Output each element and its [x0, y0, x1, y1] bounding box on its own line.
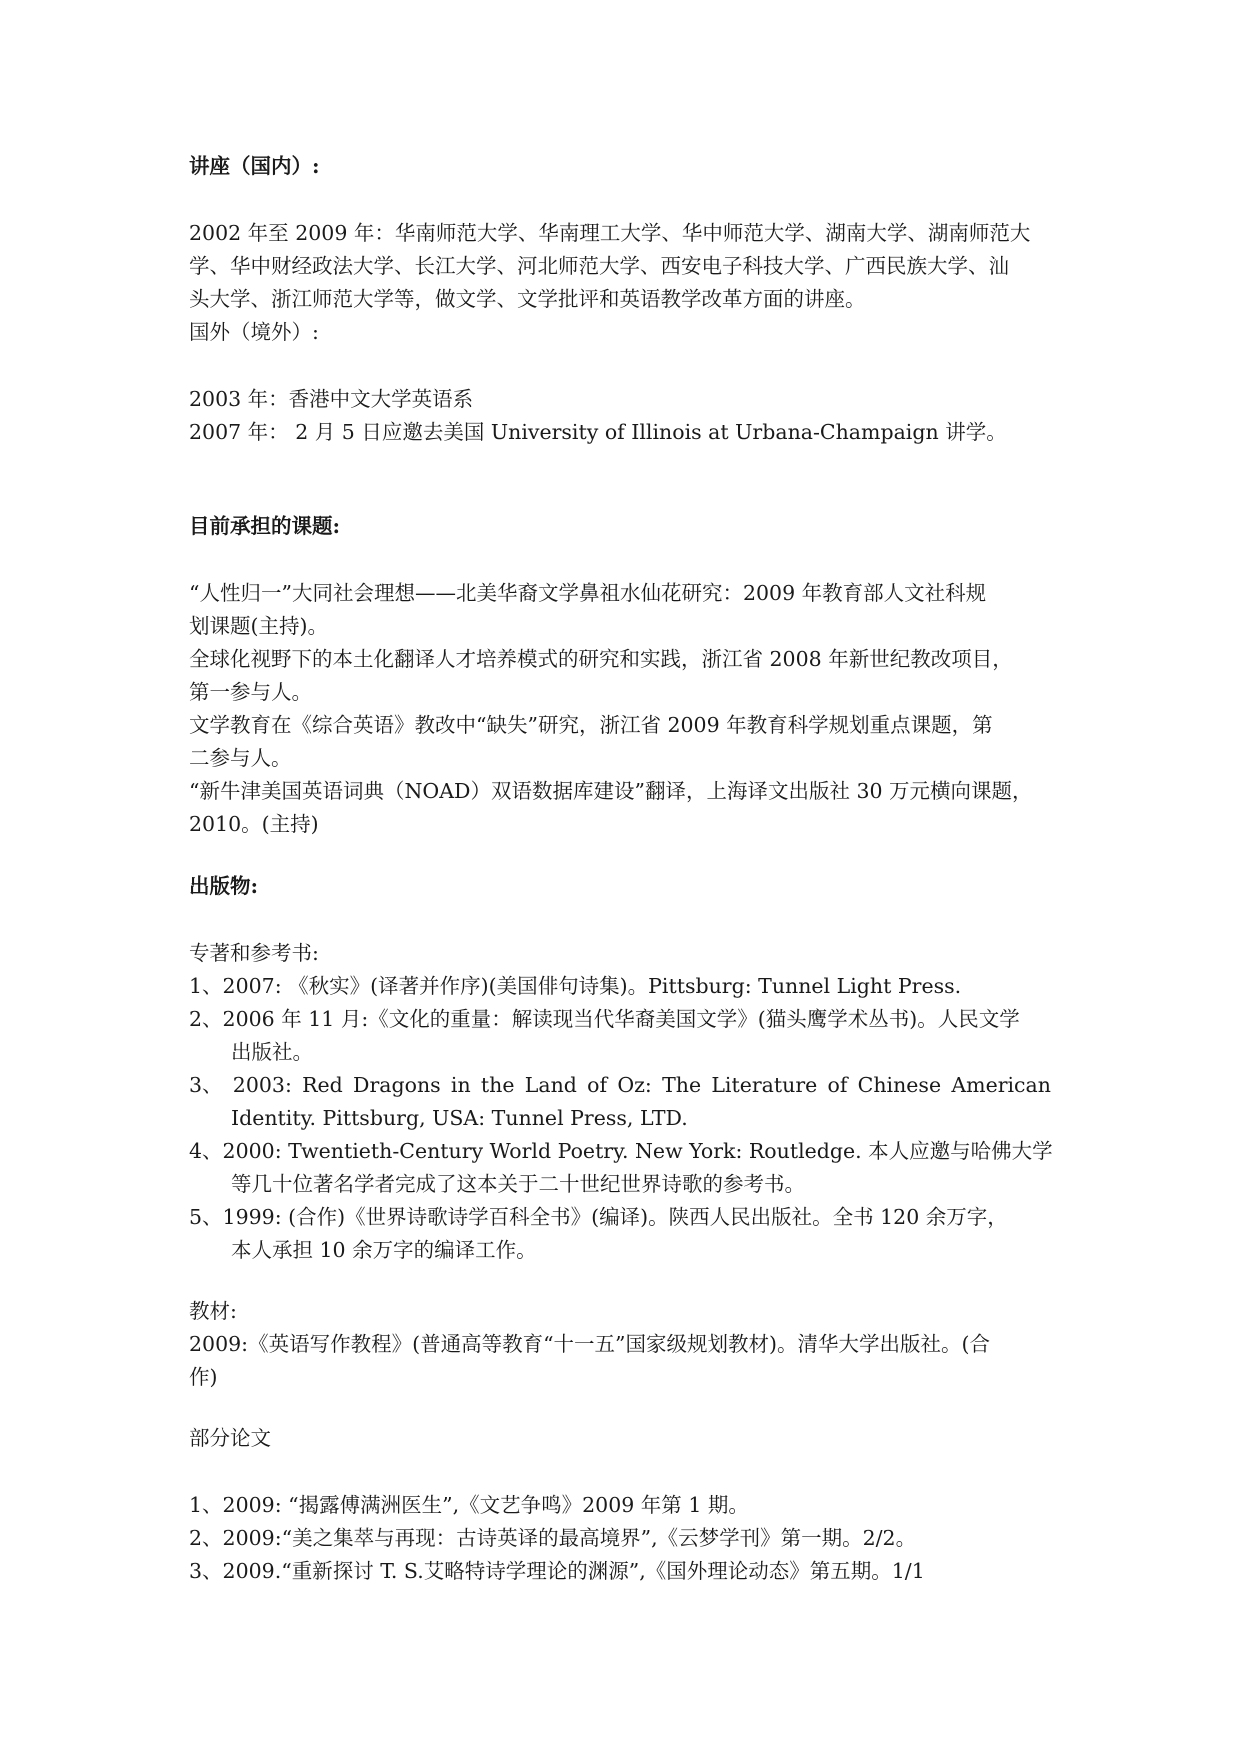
- foreign-lectures-heading: 国外（境外）:: [189, 320, 319, 344]
- justified-word: 2003:: [232, 1073, 292, 1097]
- monograph-line: 2、2006 年 11 月:《文化的重量：解读现当代华裔美国文学》(猫头鹰学术丛书)。人民文学: [189, 1007, 1020, 1031]
- monograph-line: 5、1999: (合作)《世界诗歌诗学百科全书》(编译)。陕西人民出版社。全书 120 余万字，: [189, 1205, 1008, 1229]
- projects-heading: 目前承担的课题:: [189, 514, 341, 538]
- paper-line: 1、2009: “揭露傅满洲医生”,《文艺争鸣》2009 年第 1 期。: [189, 1493, 749, 1517]
- papers-heading: 部分论文: [189, 1426, 271, 1450]
- publications-heading: 出版物:: [189, 874, 259, 898]
- domestic-lecture-line: 2002 年至 2009 年：华南师范大学、华南理工大学、华中师范大学、湖南大学、湖南师范大: [189, 221, 1031, 245]
- textbook-line: 作): [189, 1365, 218, 1389]
- lectures-heading: 讲座（国内）:: [189, 154, 320, 178]
- monograph-line-continued: 出版社。: [231, 1040, 313, 1064]
- justified-word: Red: [302, 1073, 343, 1097]
- justified-word: of: [827, 1073, 848, 1097]
- justified-word: Literature: [711, 1073, 818, 1097]
- justified-word: Chinese: [857, 1073, 942, 1097]
- justified-word: The: [662, 1073, 702, 1097]
- justified-word: Land: [524, 1073, 577, 1097]
- monograph-line-continued: 本人承担 10 余万字的编译工作。: [231, 1238, 537, 1262]
- textbook-line: 2009:《英语写作教程》(普通高等教育“十一五”国家级规划教材)。清华大学出版社。(合: [189, 1332, 991, 1356]
- justified-word: of: [587, 1073, 608, 1097]
- project-line: 文学教育在《综合英语》教改中“缺失”研究，浙江省 2009 年教育科学规划重点课题，第: [189, 713, 993, 737]
- project-line: 第一参与人。: [189, 680, 312, 704]
- justified-word: the: [480, 1073, 515, 1097]
- project-line: 2010。(主持): [189, 812, 319, 836]
- monograph-line-justified: [189, 1072, 1051, 1098]
- justified-word: American: [951, 1073, 1051, 1097]
- project-line: 划课题(主持)。: [189, 614, 328, 638]
- project-line: 全球化视野下的本土化翻译人才培养模式的研究和实践，浙江省 2008 年新世纪教改项目，: [189, 647, 1013, 671]
- project-line: “人性归一”大同社会理想——北美华裔文学鼻祖水仙花研究：2009 年教育部人文社科规: [189, 581, 987, 605]
- justified-word: 3、: [189, 1073, 223, 1097]
- foreign-lecture-line: 2003 年：香港中文大学英语系: [189, 387, 474, 411]
- foreign-lecture-line: 2007 年： 2 月 5 日应邀去美国 University of Illinois at Urbana-Champaign 讲学。: [189, 420, 1007, 444]
- project-line: 二参与人。: [189, 746, 292, 770]
- domestic-lecture-line: 学、华中财经政法大学、长江大学、河北师范大学、西安电子科技大学、广西民族大学、汕: [189, 254, 1009, 278]
- textbooks-heading: 教材:: [189, 1299, 237, 1323]
- monograph-line-continued: Identity. Pittsburg, USA: Tunnel Press, LTD.: [231, 1106, 688, 1130]
- monographs-heading: 专著和参考书:: [189, 941, 319, 965]
- domestic-lecture-line: 头大学、浙江师范大学等，做文学、文学批评和英语教学改革方面的讲座。: [189, 287, 866, 311]
- monograph-line-continued: 等几十位著名学者完成了这本关于二十世纪世界诗歌的参考书。: [231, 1172, 805, 1196]
- project-line: “新牛津美国英语词典（NOAD）双语数据库建设”翻译，上海译文出版社 30 万元横向课题，: [189, 779, 1033, 803]
- monograph-line: 1、2007: 《秋实》(译著并作序)(美国俳句诗集)。Pittsburg: Tunnel Light Press.: [189, 974, 962, 998]
- justified-word: Dragons: [353, 1073, 441, 1097]
- justified-word: Oz:: [617, 1073, 652, 1097]
- paper-line: 3、2009.“重新探讨 T. S.艾略特诗学理论的渊源”,《国外理论动态》第五期。1/1: [189, 1559, 925, 1583]
- monograph-line: 4、2000: Twentieth-Century World Poetry. New York: Routledge. 本人应邀与哈佛大学: [189, 1139, 1053, 1163]
- paper-line: 2、2009:“美之集萃与再现：古诗英译的最高境界”,《云梦学刊》第一期。2/2。: [189, 1526, 917, 1550]
- justified-word: in: [450, 1073, 471, 1097]
